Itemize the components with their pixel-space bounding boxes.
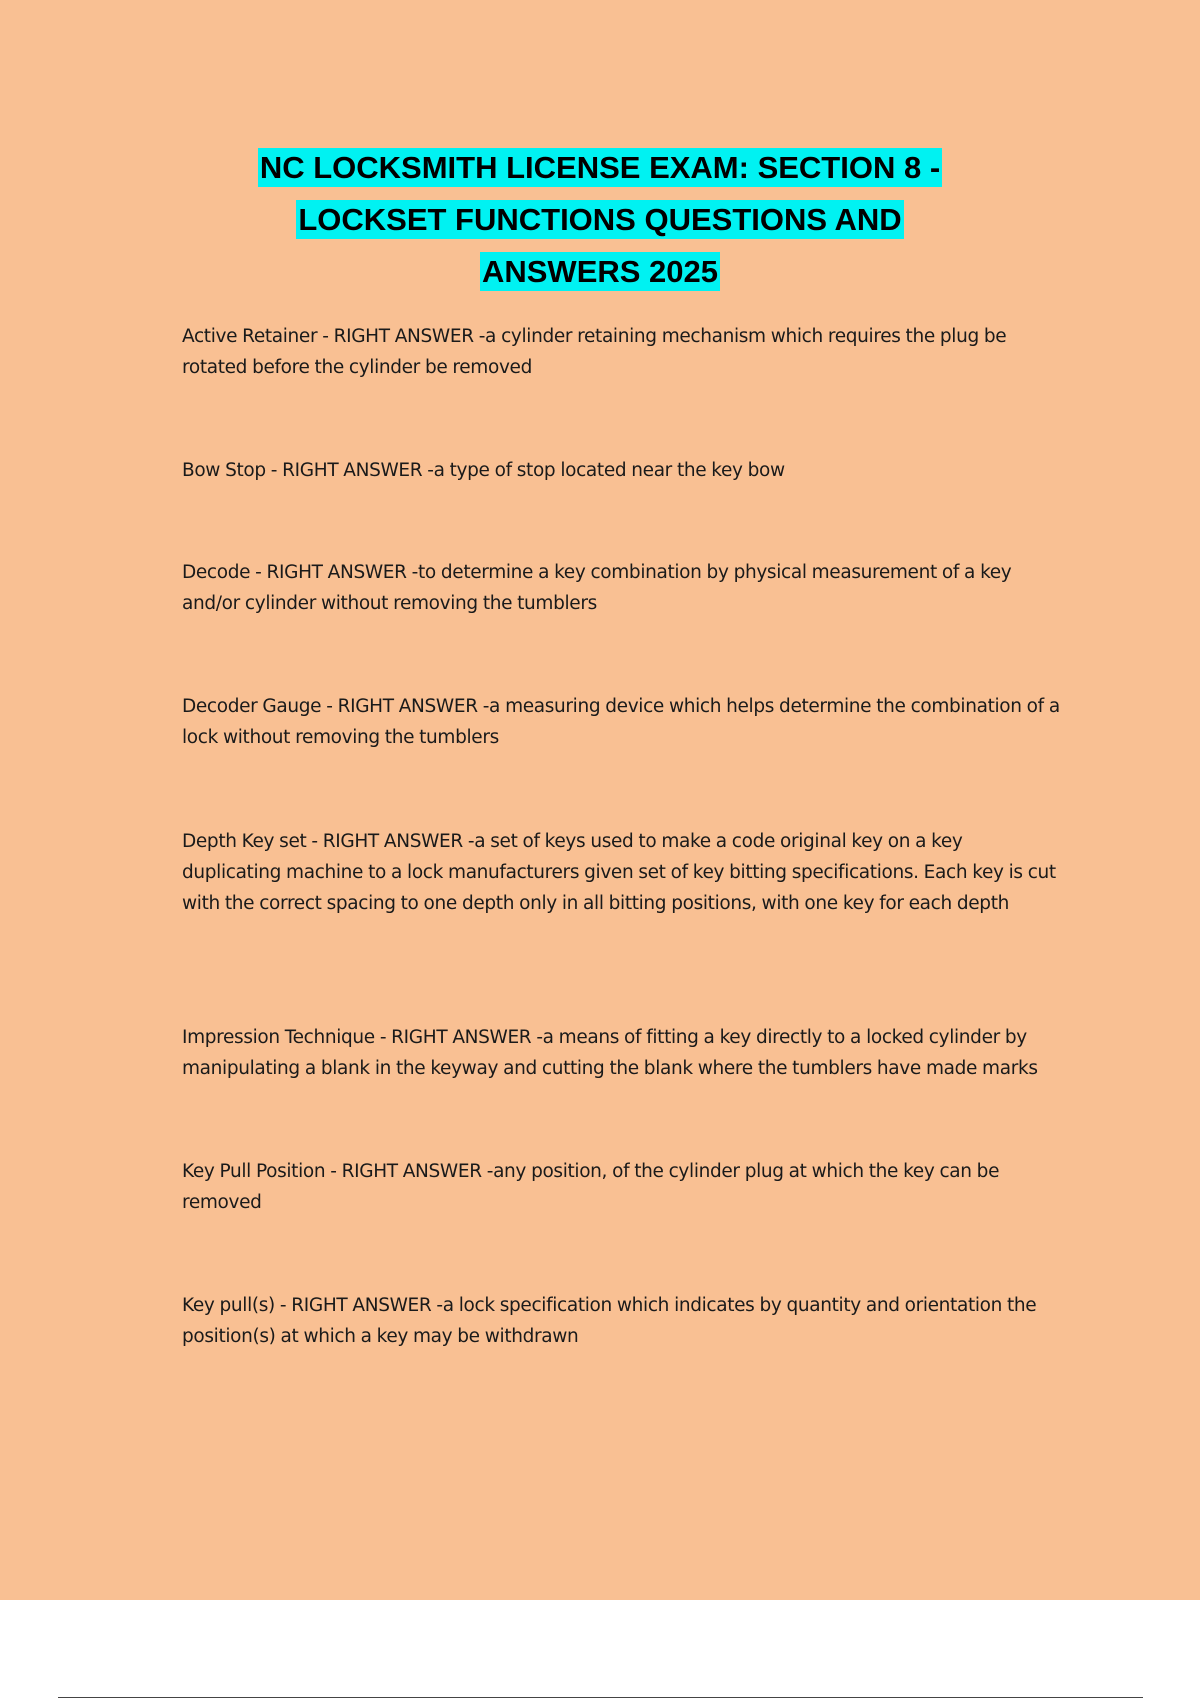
title-line-text: NC LOCKSMITH LICENSE EXAM: SECTION 8 - bbox=[259, 150, 941, 185]
title-line-text: LOCKSET FUNCTIONS QUESTIONS AND bbox=[298, 202, 902, 237]
title-line bbox=[0, 246, 1200, 298]
qa-entry-depth-key-set: Depth Key set - RIGHT ANSWER -a set of keys used to make a code original key on a key duplicating machine to a lock manufacturers given set of key bitting specifications. Each key is cut with the correct spacing to one depth only in all bitting positions, with one key for each depth bbox=[182, 831, 1056, 914]
qa-entry-active-retainer: Active Retainer - RIGHT ANSWER -a cylinder retaining mechanism which requires the plug be rotated before the cylinder be removed bbox=[182, 326, 1007, 378]
qa-entry-bow-stop: Bow Stop - RIGHT ANSWER -a type of stop located near the key bow bbox=[182, 460, 785, 481]
qa-entry-impression-technique: Impression Technique - RIGHT ANSWER -a means of fitting a key directly to a locked cylinder by manipulating a blank in the keyway and cutting the blank where the tumblers have made marks bbox=[182, 1027, 1038, 1079]
qa-entry-key-pull-position: Key Pull Position - RIGHT ANSWER -any position, of the cylinder plug at which the key can be removed bbox=[182, 1161, 1000, 1213]
page-title bbox=[0, 142, 1200, 298]
qa-entry-key-pulls: Key pull(s) - RIGHT ANSWER -a lock specification which indicates by quantity and orientation the position(s) at which a key may be withdrawn bbox=[182, 1295, 1037, 1347]
title-line bbox=[0, 142, 1200, 194]
footer-divider bbox=[58, 1697, 1143, 1698]
qa-entry-decode: Decode - RIGHT ANSWER -to determine a key combination by physical measurement of a key and/or cylinder without removing the tumblers bbox=[182, 562, 1012, 614]
qa-entry-decoder-gauge: Decoder Gauge - RIGHT ANSWER -a measuring device which helps determine the combination of a lock without removing the tumblers bbox=[182, 696, 1060, 748]
title-line bbox=[0, 194, 1200, 246]
title-line-text: ANSWERS 2025 bbox=[481, 254, 719, 289]
